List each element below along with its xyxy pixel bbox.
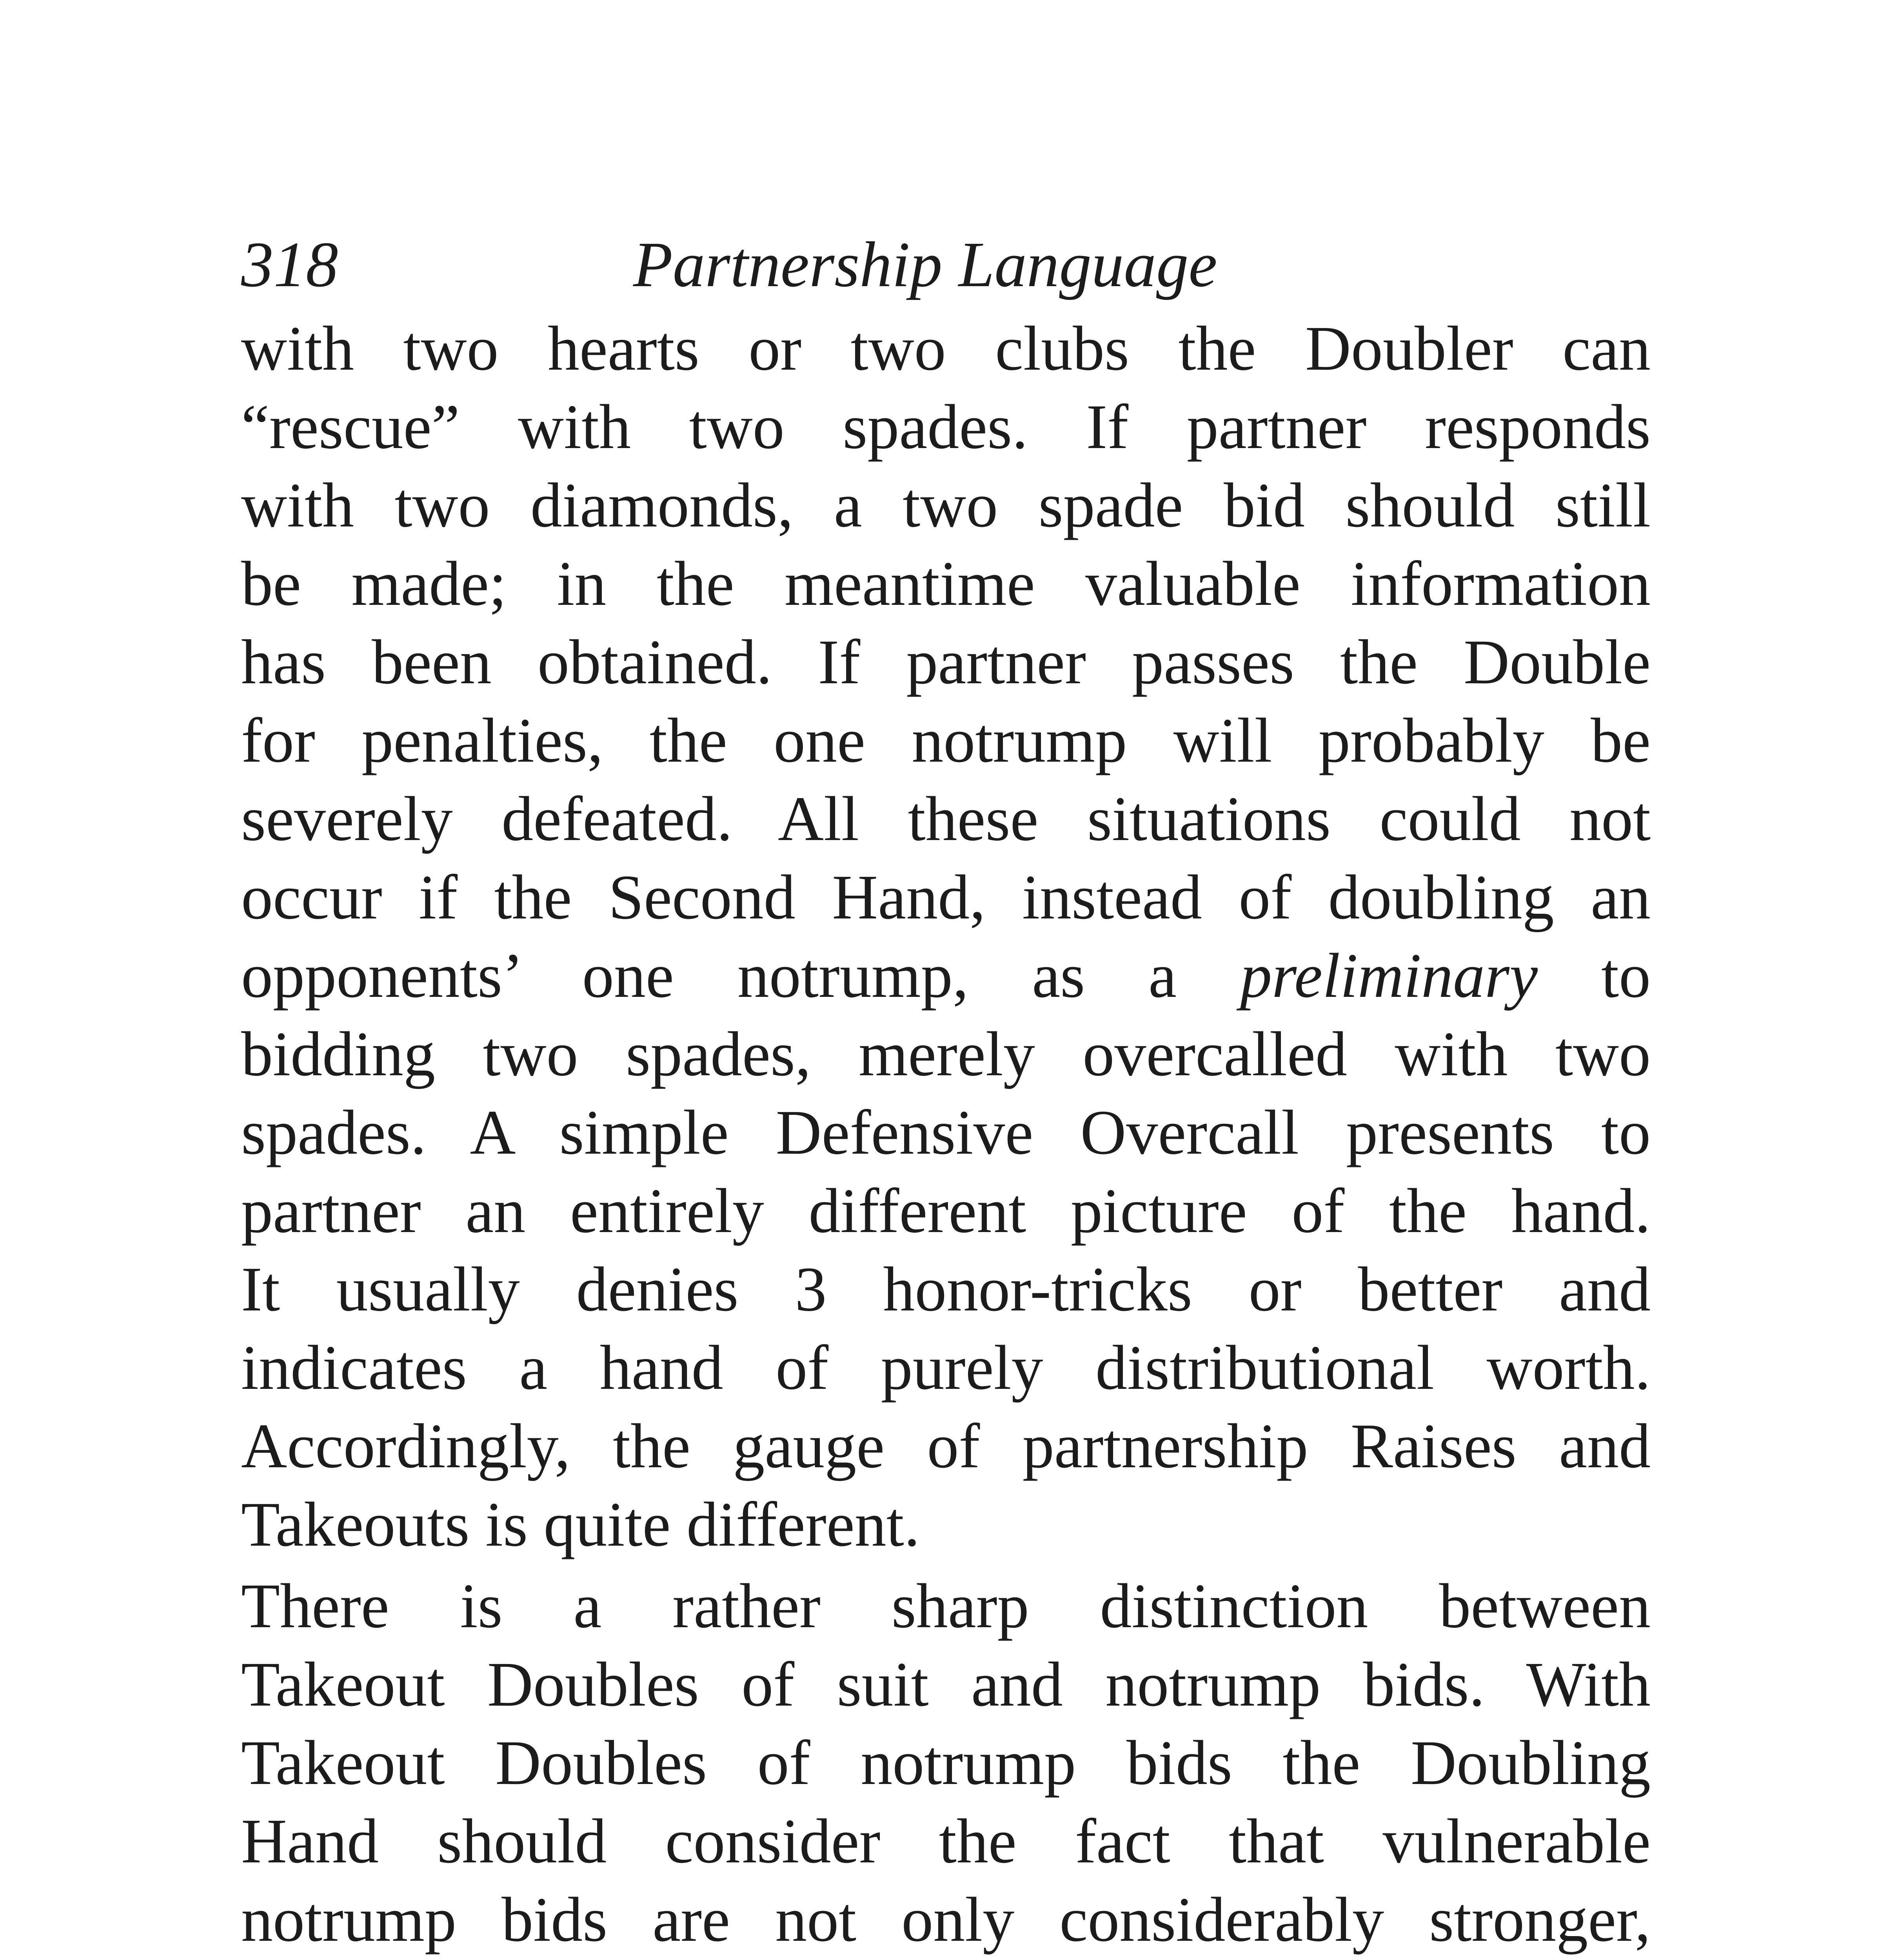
running-head bbox=[241, 220, 1651, 310]
text-line: with two hearts or two clubs the Doubler can bbox=[241, 314, 1651, 384]
text-line: indicates a hand of purely distributional worth. bbox=[241, 1333, 1651, 1403]
text-line: bidding two spades, merely overcalled with two bbox=[241, 1019, 1651, 1089]
text-line: Takeout Doubles of suit and notrump bids. With bbox=[241, 1650, 1651, 1720]
text-line: occur if the Second Hand, instead of doubling an bbox=[241, 862, 1651, 933]
text-line: has been obtained. If partner passes the Double bbox=[241, 627, 1651, 697]
paragraph bbox=[241, 310, 1651, 1564]
page-number: 318 bbox=[241, 229, 338, 300]
text-line: “rescue” with two spades. If partner responds bbox=[241, 392, 1651, 462]
italic-word: preliminary bbox=[1240, 941, 1538, 1011]
body-text bbox=[241, 310, 1651, 1960]
text-line: be made; in the meantime valuable information bbox=[241, 549, 1651, 619]
text-line: Takeout Doubles of notrump bids the Doubling bbox=[241, 1728, 1651, 1798]
text-line: notrump bids are not only considerably stronger, bbox=[241, 1885, 1651, 1955]
book-page bbox=[241, 220, 1651, 1960]
text-run: to bbox=[1537, 941, 1651, 1011]
text-line: There is a rather sharp distinction between bbox=[241, 1571, 1651, 1641]
text-run: opponents’ one notrump, as a bbox=[241, 941, 1241, 1011]
text-line: It usually denies 3 honor-tricks or better and bbox=[241, 1254, 1651, 1325]
text-line: with two diamonds, a two spade bid should still bbox=[241, 470, 1651, 541]
text-line bbox=[241, 937, 1651, 1015]
text-line: Accordingly, the gauge of partnership Raises and bbox=[241, 1411, 1651, 1481]
text-line: spades. A simple Defensive Overcall presents to bbox=[241, 1098, 1651, 1168]
text-line: severely defeated. All these situations could not bbox=[241, 784, 1651, 854]
text-line: partner an entirely different picture of the hand. bbox=[241, 1176, 1651, 1246]
text-line: Hand should consider the fact that vulnerable bbox=[241, 1806, 1651, 1877]
running-title: Partnership Language bbox=[633, 229, 1217, 300]
text-line: for penalties, the one notrump will probably be bbox=[241, 706, 1651, 776]
paragraph bbox=[241, 1567, 1651, 1960]
text-line: Takeouts is quite different. bbox=[241, 1490, 920, 1560]
